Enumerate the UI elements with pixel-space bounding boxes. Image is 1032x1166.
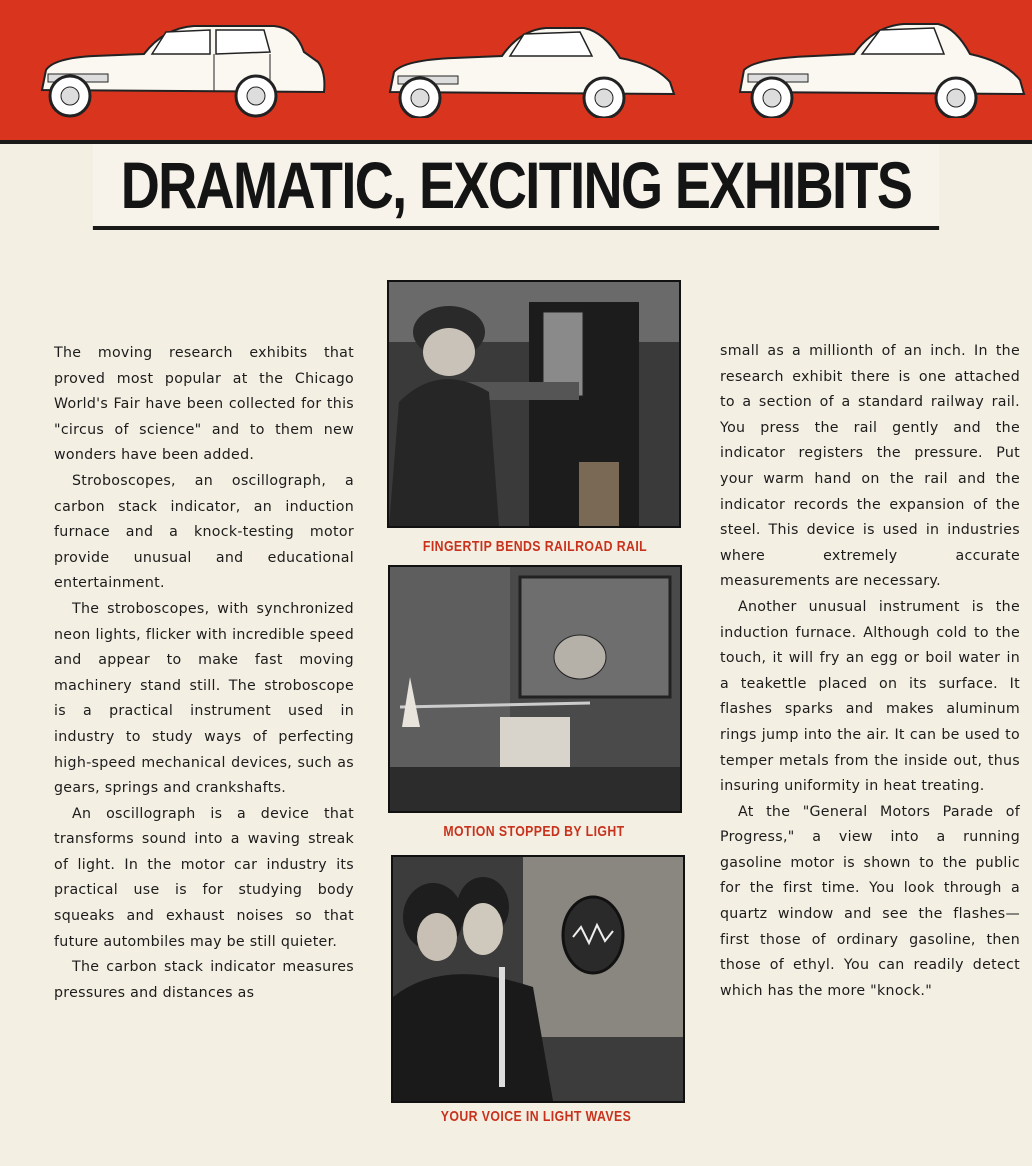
paragraph: The stroboscopes, with synchronized neon lights, flicker with incredible speed and appear to make fast moving machinery stand still. The stroboscope is a practical instrument used in industry to study ways of perfecting high-speed mechanical devices, such as gears, springs and crankshafts. [54, 600, 354, 797]
paragraph: small as a millionth of an inch. In the research exhibit there is one attached to a section of a standard railway rail. You press the rail gently and the indicator registers the pressure. Put your warm hand on the rail and the indicator records the expansion of the steel. This device is used in industries where extremely accurate measurements are necessary. [720, 343, 1020, 590]
left-text-column [54, 341, 354, 1006]
paragraph: The carbon stack indicator measures pressures and distances as [54, 959, 354, 1001]
car-banner [0, 0, 1032, 144]
photo-oscillograph-demo [391, 855, 685, 1103]
caption-voice-light: YOUR VOICE IN LIGHT WAVES [440, 1108, 632, 1125]
paragraph: At the "General Motors Parade of Progress," a view into a running gasoline motor is shown to the public for the first time. You look through a quartz window and see the flashes—first those of ordinary gasoline, then those of ethyl. You can readily detect which has the more "knock." [720, 803, 1020, 999]
convertible-car-illustration [734, 18, 1030, 118]
paragraph: Stroboscopes, an oscillograph, a carbon stack indicator, an induction furnace and a knock-testing motor provide unusual and educational entertainment. [54, 472, 354, 592]
caption-fingertip: FINGERTIP BENDS RAILROAD RAIL [422, 538, 648, 555]
caption-motion-stopped: MOTION STOPPED BY LIGHT [443, 823, 625, 840]
sedan-car-illustration [34, 18, 330, 118]
right-text-column [720, 339, 1020, 1004]
photo-woman-pressing-rail [387, 280, 681, 528]
photo-stroboscope-machine [388, 565, 682, 813]
paragraph: The moving research exhibits that proved most popular at the Chicago World's Fair have been collected for this "circus of science" and to them new wonders have been added. [54, 345, 354, 464]
page-headline: DRAMATIC, EXCITING EXHIBITS [93, 144, 939, 230]
paragraph: An oscillograph is a device that transforms sound into a waving streak of light. In the motor car industry its practical use is for studying body squeaks and exhaust noises so that future autombiles may be still quieter. [54, 805, 354, 950]
coupe-car-illustration [384, 18, 680, 118]
paragraph: Another unusual instrument is the induction furnace. Although cold to the touch, it will fry an egg or boil water in a teakettle placed on its surface. It flashes sparks and makes aluminum rings jump into the air. It can be used to temper metals from the inside out, thus insuring uniformity in heat treating. [720, 598, 1020, 795]
